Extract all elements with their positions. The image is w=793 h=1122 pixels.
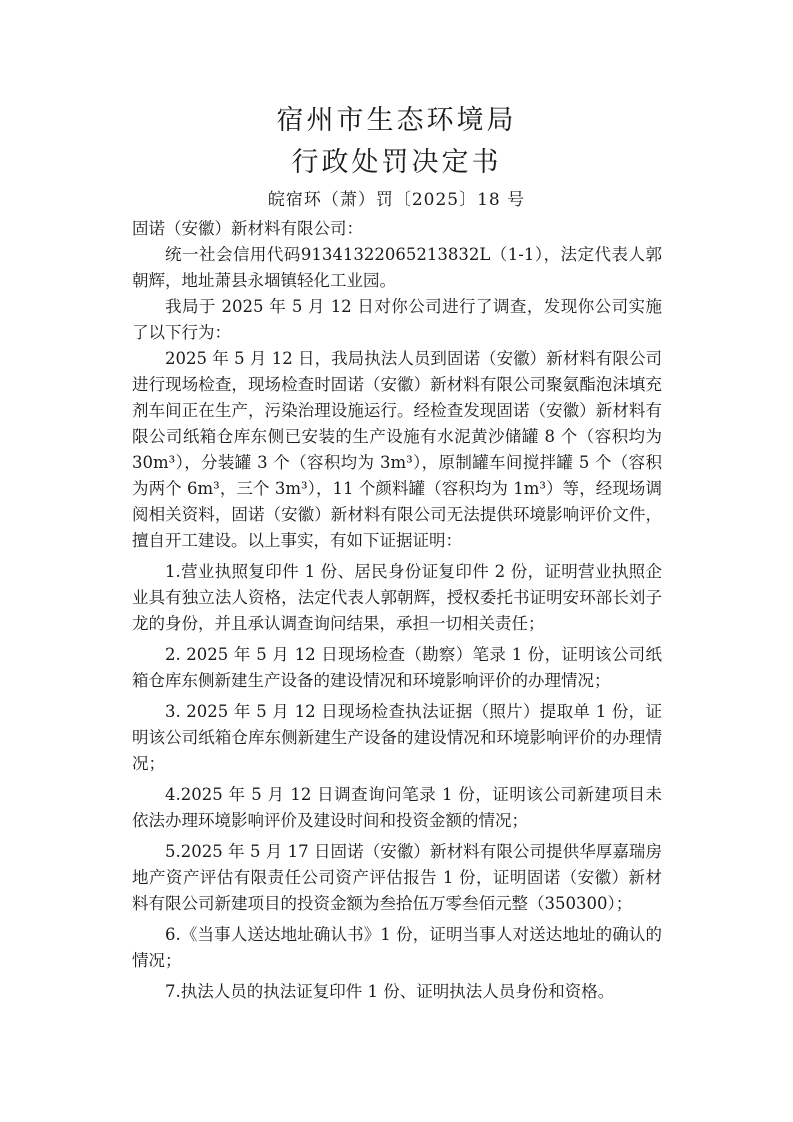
- evidence-item: 2. 2025 年 5 月 12 日现场检查（勘察）笔录 1 份，证明该公司纸箱仓库东侧新建生产设备的建设情况和环境影响评价的办理情况；: [132, 645, 662, 690]
- evidence-item: 5.2025 年 5 月 17 日固诺（安徽）新材料有限公司提供华厚嘉瑞房地产资产评估有限责任公司资产评估报告 1 份，证明固诺（安徽）新材料有限公司新建项目的投资金额为叁拾伍万零叁佰元整（350300）；: [132, 842, 662, 913]
- evidence-item: 1.营业执照复印件 1 份、居民身份证复印件 2 份，证明营业执照企业具有独立法人资格，法定代表人郭朝辉，授权委托书证明安环部长刘子龙的身份，并且承认调查询问结果，承担一切相关责任；: [132, 562, 662, 633]
- evidence-item: 7.执法人员的执法证复印件 1 份、证明执法人员身份和资格。: [165, 982, 615, 1001]
- investigation-paragraph: 我局于 2025 年 5 月 12 日对你公司进行了调查，发现你公司实施了以下行为：: [132, 297, 662, 342]
- facts-paragraph: 2025 年 5 月 12 日，我局执法人员到固诺（安徽）新材料有限公司进行现场检查，现场检查时固诺（安徽）新材料有限公司聚氨酯泡沫填充剂车间正在生产，污染治理设施运行。经检查发现固诺（安徽）新材料有限公司纸箱仓库东侧已安装的生产设施有水泥黄沙储罐 8 个（容积均为 30m³），分装罐 3 个（容积均为 3m³），原制罐车间搅拌罐 5 个（容积为两个 6m³，三个 3m³），11 个颜料罐（容积均为 1m³）等，经现场调阅相关资料，固诺（安徽）新材料有限公司无法提供环境影响评价文件，擅自开工建设。以上事实，有如下证据证明：: [132, 349, 662, 550]
- company-info-paragraph: 统一社会信用代码91341322065213832L（1-1），法定代表人郭朝辉，地址萧县永堌镇轻化工业园。: [132, 245, 662, 290]
- evidence-item: 3. 2025 年 5 月 12 日现场检查执法证据（照片）提取单 1 份，证明该公司纸箱仓库东侧新建生产设备的建设情况和环境影响评价的办理情况；: [132, 702, 662, 773]
- document-number: 皖宿环（萧）罚〔2025〕18 号: [267, 190, 526, 210]
- agency-title: 宿州市生态环境局: [276, 105, 517, 136]
- document-type-title: 行政处罚决定书: [291, 147, 502, 178]
- document-body: [132, 216, 662, 1005]
- evidence-item: 6.《当事人送达地址确认书》1 份，证明当事人对送达地址的确认的情况；: [132, 925, 662, 970]
- addressee: 固诺（安徽）新材料有限公司：: [132, 219, 363, 238]
- evidence-item: 4.2025 年 5 月 12 日调查询问笔录 1 份，证明该公司新建项目未依法办理环境影响评价及建设时间和投资金额的情况；: [132, 785, 662, 830]
